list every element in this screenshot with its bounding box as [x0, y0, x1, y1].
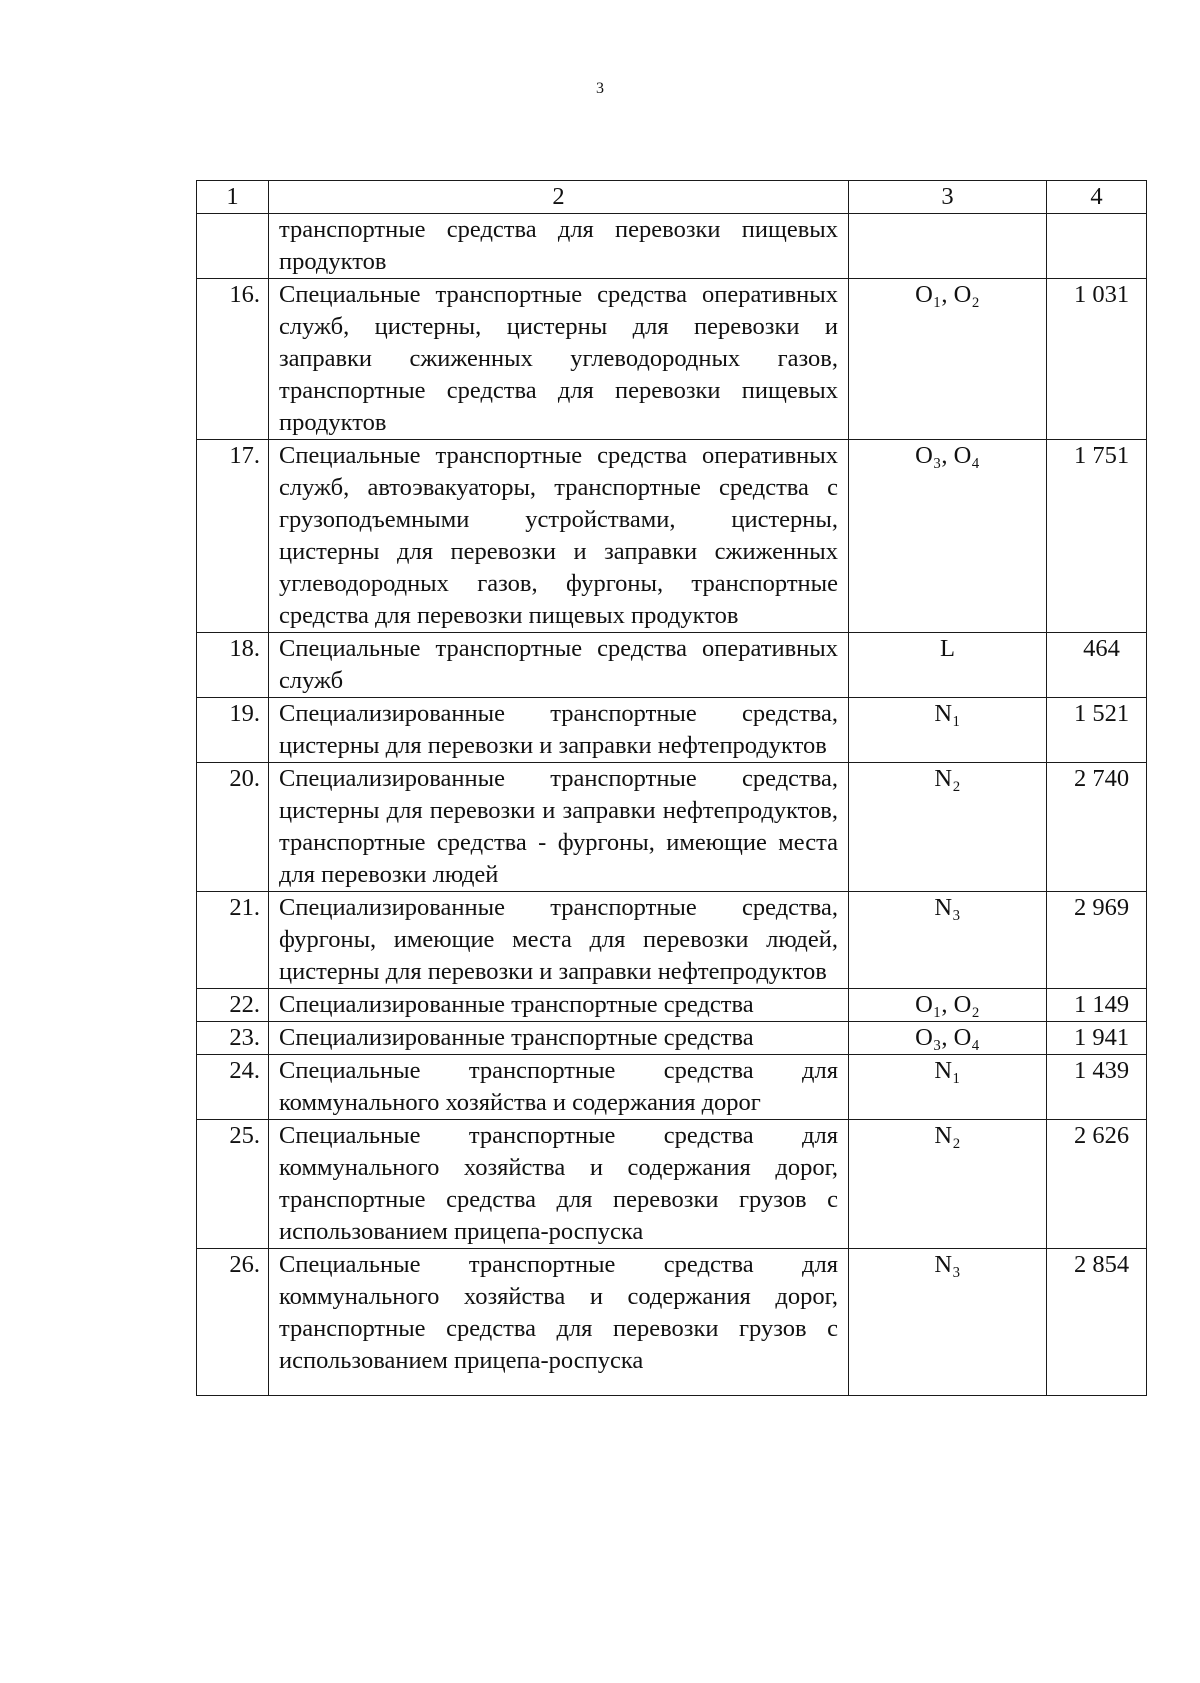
table-row: [197, 1022, 1147, 1055]
row-value: 2 969: [1047, 892, 1147, 989]
row-description: Специальные транспортные средства для коммунального хозяйства и содержания дорог: [269, 1055, 849, 1120]
table-row: [197, 440, 1147, 633]
row-number: 20.: [197, 763, 269, 892]
row-description: Специализированные транспортные средства, цистерны для перевозки и заправки нефтепродуктов: [269, 698, 849, 763]
row-number: [197, 214, 269, 279]
row-description: Специализированные транспортные средства: [269, 989, 849, 1022]
table-row: [197, 763, 1147, 892]
table-row: [197, 892, 1147, 989]
row-category: N₁: [849, 698, 1047, 763]
row-category: N₃: [849, 892, 1047, 989]
row-description: транспортные средства для перевозки пищевых продуктов: [269, 214, 849, 279]
table-header-row: [197, 181, 1147, 214]
table-row: [197, 1249, 1147, 1396]
row-number: 16.: [197, 279, 269, 440]
table-row: [197, 279, 1147, 440]
row-value: 464: [1047, 633, 1147, 698]
vehicle-category-table: [196, 180, 1147, 1396]
row-category: O₃, O₄: [849, 440, 1047, 633]
table-row: [197, 698, 1147, 763]
header-cell-value: 4: [1047, 181, 1147, 214]
row-category: L: [849, 633, 1047, 698]
row-category: O₁, O₂: [849, 989, 1047, 1022]
row-category: N₂: [849, 763, 1047, 892]
row-value: 1 149: [1047, 989, 1147, 1022]
page-number: 3: [596, 80, 604, 97]
row-description: Специальные транспортные средства для коммунального хозяйства и содержания дорог, транспортные средства для перевозки грузов с использованием прицепа-роспуска: [269, 1120, 849, 1249]
row-description: Специальные транспортные средства для коммунального хозяйства и содержания дорог, транспортные средства для перевозки грузов с использованием прицепа-роспуска: [269, 1249, 849, 1396]
row-description: Специальные транспортные средства оперативных служб: [269, 633, 849, 698]
header-cell-category: 3: [849, 181, 1047, 214]
row-description: Специализированные транспортные средства, фургоны, имеющие места для перевозки людей, цистерны для перевозки и заправки нефтепродуктов: [269, 892, 849, 989]
row-value: 2 740: [1047, 763, 1147, 892]
row-number: 23.: [197, 1022, 269, 1055]
row-description: Специальные транспортные средства оперативных служб, цистерны, цистерны для перевозки и заправки сжиженных углеводородных газов, транспортные средства для перевозки пищевых продуктов: [269, 279, 849, 440]
row-number: 24.: [197, 1055, 269, 1120]
row-category: O₃, O₄: [849, 1022, 1047, 1055]
table-row: [197, 989, 1147, 1022]
table-row: [197, 633, 1147, 698]
row-value: 1 439: [1047, 1055, 1147, 1120]
row-number: 19.: [197, 698, 269, 763]
row-description: Специализированные транспортные средства: [269, 1022, 849, 1055]
row-number: 25.: [197, 1120, 269, 1249]
row-description: Специализированные транспортные средства, цистерны для перевозки и заправки нефтепродуктов, транспортные средства - фургоны, имеющие места для перевозки людей: [269, 763, 849, 892]
row-category: N₂: [849, 1120, 1047, 1249]
row-value: [1047, 214, 1147, 279]
row-value: 1 751: [1047, 440, 1147, 633]
table-row: [197, 1120, 1147, 1249]
row-value: 1 941: [1047, 1022, 1147, 1055]
row-category: N₁: [849, 1055, 1047, 1120]
row-number: 21.: [197, 892, 269, 989]
row-category: N₃: [849, 1249, 1047, 1396]
row-number: 22.: [197, 989, 269, 1022]
row-value: 1 521: [1047, 698, 1147, 763]
table-row: [197, 1055, 1147, 1120]
row-category: [849, 214, 1047, 279]
row-category: O₁, O₂: [849, 279, 1047, 440]
row-value: 2 626: [1047, 1120, 1147, 1249]
header-cell-number: 1: [197, 181, 269, 214]
header-cell-description: 2: [269, 181, 849, 214]
row-value: 2 854: [1047, 1249, 1147, 1396]
row-number: 17.: [197, 440, 269, 633]
row-number: 26.: [197, 1249, 269, 1396]
row-description: Специальные транспортные средства оперативных служб, автоэвакуаторы, транспортные средства с грузоподъемными устройствами, цистерны, цистерны для перевозки и заправки сжиженных углеводородных газов, фургоны, транспортные средства для перевозки пищевых продуктов: [269, 440, 849, 633]
row-value: 1 031: [1047, 279, 1147, 440]
row-number: 18.: [197, 633, 269, 698]
table-row: [197, 214, 1147, 279]
